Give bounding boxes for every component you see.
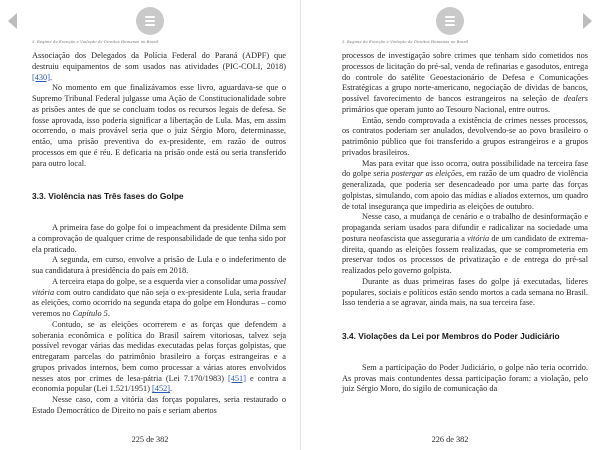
- right-page: [300, 0, 600, 450]
- footnote-link[interactable]: [430]: [32, 72, 50, 82]
- paragraph: Sem a participação do Poder Judiciário, o golpe não teria ocorrido. As provas mais contundentes dessa participação foram: a violação, pelo juiz Sérgio Moro, do sigilo de comunicação da: [342, 362, 588, 394]
- section-title: 3.4. Violações da Lei por Membros do Poder Judiciário: [342, 330, 560, 341]
- paragraph: Contudo, se as eleições ocorrerem e as forças que defendem a soberania econômica e política do Brasil saírem vitoriosas, talvez seja possível revogar várias das medidas executadas pelas forças golpistas, que entregaram parcelas do patrimônio brasileiro a forças estrangeiras e a grupos privados internos, bem como processar a várias atores envolvidos nesses atos por crimes de lesa-pátria (Lei 7.170/1983) [451] e contra a economia popular (Lei 1.521/1951) [452].: [32, 319, 286, 394]
- footnote-link[interactable]: [452]: [152, 384, 171, 394]
- paragraph: A primeira fase do golpe foi o impeachment da presidente Dilma sem a comprovação de qualquer crime de responsabilidade de que tenha sido por ela praticado.: [32, 223, 286, 254]
- paragraph: No momento em que finalizávamos esse livro, aguardava-se que o Supremo Tribunal Federal julgasse uma Ação de Constitucionalidade sobre as prisões antes de que se concluam todos os recursos legais de defesa. Se fosse aprovada, isso poderia significar a libertação de Lula. Mas, em assim ocorrendo, o mais provável seria que o juiz Sérgio Moro, determinasse, então, uma prisão preventiva do ex-presidente, em razão de outros processos em que é réu. E deficaria na prisão onde está ou seria transferido para outro local.: [32, 83, 286, 168]
- running-header: 3. Regime de Exceção e Violação de Direitos Humanos no Brasil: [342, 40, 469, 44]
- right-toolbar: [300, 0, 600, 38]
- left-page-content: [32, 51, 286, 417]
- page-number: 225 de 382: [131, 435, 169, 444]
- running-header: 3. Regime de Exceção e Violação de Direitos Humanos no Brasil: [32, 40, 159, 44]
- section-title: 3.3. Violência nas Três fases do Golpe: [32, 190, 184, 201]
- paragraph: Nesse caso, com a vitória das forças populares, seria restaurado o Estado Democrático de Direito no país e seriam abertos: [32, 395, 286, 415]
- paragraph: A terceira etapa do golpe, se a esquerda vier a consolidar uma possível vitória com outro candidato que não seja o ex-presidente Lula, seria fraudar as eleições, como ocorrido na segunda etapa do golpe em Honduras – como veremos no Capítulo 5.: [32, 276, 286, 318]
- paragraph: Mas para evitar que isso ocorra, outra possibilidade na terceira fase do golpe seria postergar as eleições, em razão de um quadro de violência generalizada, que poderia ser desencadeado por uma parte das forças golpistas, simulando, com apoio das mídias e aliados externos, um quadro de total insegurança que impediria as eleições de outubro.: [342, 158, 588, 211]
- previous-page-arrow-icon[interactable]: [8, 13, 17, 29]
- paragraph: Associação dos Delegados da Polícia Federal do Paraná (ADPF) que destruiu equipamentos de som usados nas atividades (PIC-COLI, 2018) [430].: [32, 51, 286, 82]
- right-page-content: [342, 51, 588, 395]
- menu-icon[interactable]: [136, 7, 164, 35]
- paragraph: Durante as duas primeiras fases do golpe já executadas, líderes populares, sociais e políticos estão sendo mortos a cada semana no Brasil. Isso tenderia a se agravar, ainda mais, na sua terceira fase.: [342, 276, 588, 308]
- next-page-arrow-icon[interactable]: [583, 13, 592, 29]
- paragraph: processos de investigação sobre crimes que tenham sido cometidos nos processos de licitação do pré-sal, venda de refinarias e gasodutos, entrega do controle do satélite Geoestacionário de Defesa e Comunicações Estratégicas a grupo norte-americano, negociação de dívidas de bancos, possível favorecimento de bancos estrangeiros na seleção de dealers primários que operam junto ao Tesouro Nacional, entre outros.: [342, 51, 588, 114]
- left-toolbar: [0, 0, 300, 38]
- paragraph: Então, sendo comprovada a existência de crimes nesses processos, os contratos poderiam ser anulados, devolvendo-se ao povo brasileiro o patrimônio público que foi transferido a grupos estrangeiros e a grupos privados brasileiros.: [342, 115, 588, 157]
- page-number: 226 de 382: [431, 435, 469, 444]
- paragraph: Nesse caso, a mudança de cenário e o trabalho de desinformação e propaganda seriam usados para difundir e radicalizar na sociedade uma postura neofascista que asseguraria a vitória de um candidato de extrema-direita, quando as eleições fossem realizadas, que se comprometeria em preservar todos os processos de privatização e de entrega do pré-sal realizados pelo governo golpista.: [342, 212, 588, 275]
- paragraph: A segunda, em curso, envolve a prisão de Lula e o indeferimento de sua candidatura à presidência do país em 2018.: [32, 255, 286, 275]
- menu-icon[interactable]: [436, 7, 464, 35]
- footnote-link[interactable]: [451]: [228, 373, 246, 383]
